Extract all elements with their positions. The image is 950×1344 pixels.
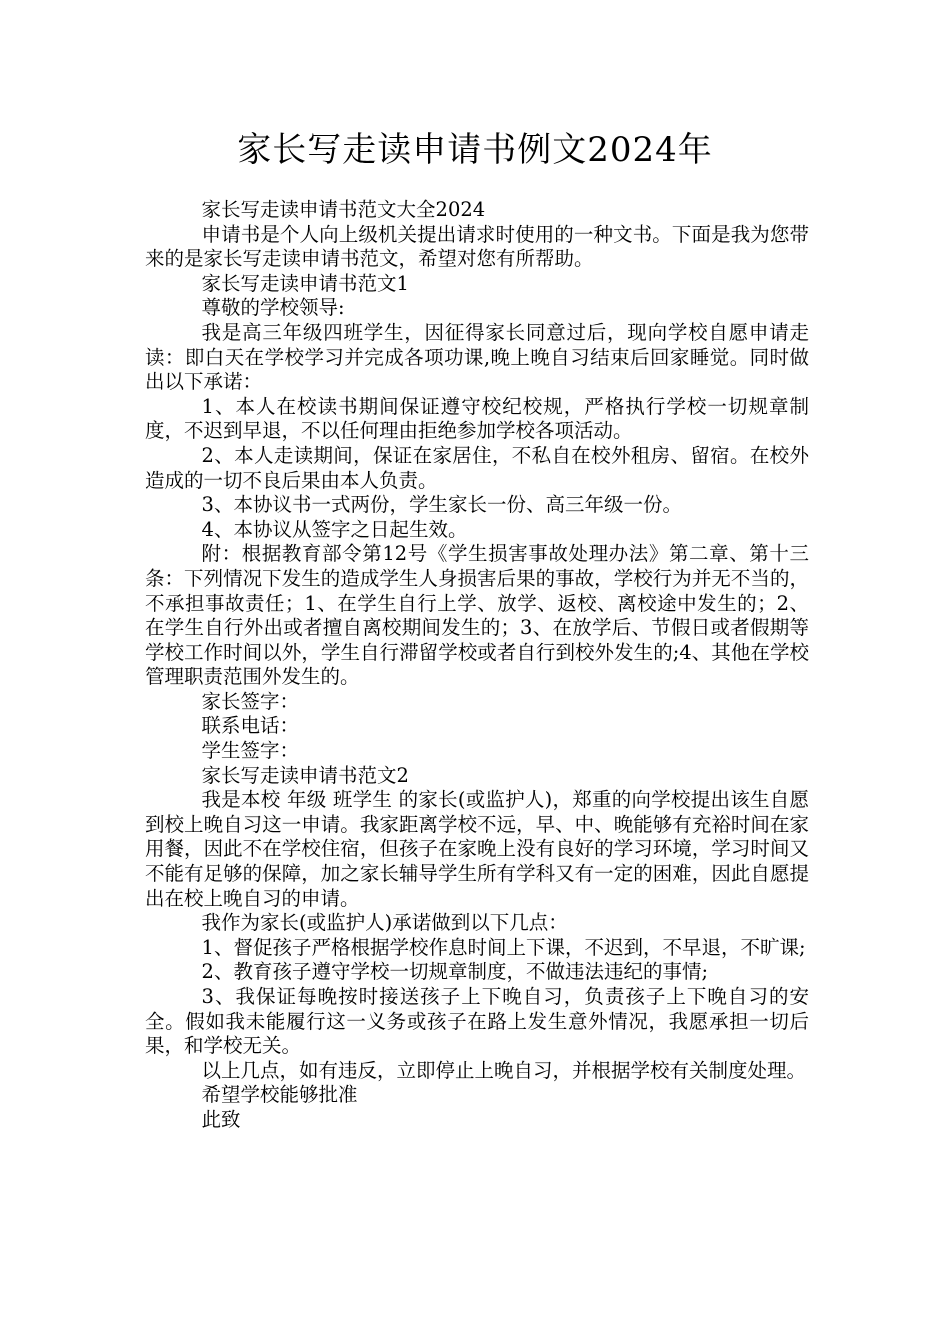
paragraph: 联系电话： xyxy=(201,714,300,738)
document-body xyxy=(145,198,809,1133)
paragraph: 1、本人在校读书期间保证遵守校纪校规，严格执行学校一切规章制度，不迟到早退，不以任何理由拒绝参加学校各项活动。 xyxy=(145,394,809,443)
paragraph: 1、督促孩子严格根据学校作息时间上下课，不迟到，不早退，不旷课; xyxy=(201,935,806,959)
paragraph: 家长签字： xyxy=(201,689,300,713)
paragraph: 2、本人走读期间，保证在家居住，不私自在校外租房、留宿。在校外造成的一切不良后果由本人负责。 xyxy=(145,443,809,492)
paragraph: 家长写走读申请书范文1 xyxy=(201,271,409,295)
paragraph: 申请书是个人向上级机关提出请求时使用的一种文书。下面是我为您带来的是家长写走读申请书范文，希望对您有所帮助。 xyxy=(145,222,809,271)
paragraph: 希望学校能够批准 xyxy=(201,1083,358,1107)
paragraph: 我是高三年级四班学生，因征得家长同意过后，现向学校自愿申请走读：即白天在学校学习并完成各项功课,晚上晚自习结束后回家睡觉。同时做出以下承诺： xyxy=(145,320,809,394)
paragraph: 3、我保证每晚按时接送孩子上下晚自习，负责孩子上下晚自习的安全。假如我未能履行这一义务或孩子在路上发生意外情况，我愿承担一切后果，和学校无关。 xyxy=(145,985,809,1058)
paragraph: 家长写走读申请书范文2 xyxy=(201,763,409,787)
paragraph: 此致 xyxy=(201,1107,241,1131)
paragraph: 以上几点，如有违反，立即停止上晚自习，并根据学校有关制度处理。 xyxy=(201,1058,807,1082)
paragraph: 家长写走读申请书范文大全2024 xyxy=(201,198,486,221)
paragraph: 尊敬的学校领导: xyxy=(201,296,345,320)
paragraph: 3、本协议书一式两份，学生家长一份、高三年级一份。 xyxy=(201,493,682,517)
paragraph: 2、教育孩子遵守学校一切规章制度，不做违法违纪的事情; xyxy=(201,960,709,984)
paragraph: 附：根据教育部令第12号《学生损害事故处理办法》第二章、第十三条：下列情况下发生的造成学生人身损害后果的事故，学校行为并无不当的，不承担事故责任；1、在学生自行上学、放学、返校、离校途中发生的；2、在学生自行外出或者擅自离校期间发生的；3、在放学后、节假日或者假期等学校工作时间以外，学生自行滞留学校或者自行到校外发生的;4、其他在学校管理职责范围外发生的。 xyxy=(145,542,809,689)
paragraph: 我作为家长(或监护人)承诺做到以下几点： xyxy=(201,911,568,935)
paragraph: 我是本校 年级 班学生 的家长(或监护人)，郑重的向学校提出该生自愿到校上晚自习这一申请。我家距离学校不远，早、中、晚能够有充裕时间在家用餐，因此不在学校住宿，但孩子在家晚上没有良好的学习环境，学习时间又不能有足够的保障，加之家长辅导学生所有学科又有一定的困难，因此自愿提出在校上晚自习的申请。 xyxy=(145,788,809,910)
paragraph: 学生签字： xyxy=(201,739,300,763)
paragraph: 4、本协议从签字之日起生效。 xyxy=(201,517,468,541)
document-title: 家长写走读申请书例文2024年 xyxy=(237,130,713,170)
